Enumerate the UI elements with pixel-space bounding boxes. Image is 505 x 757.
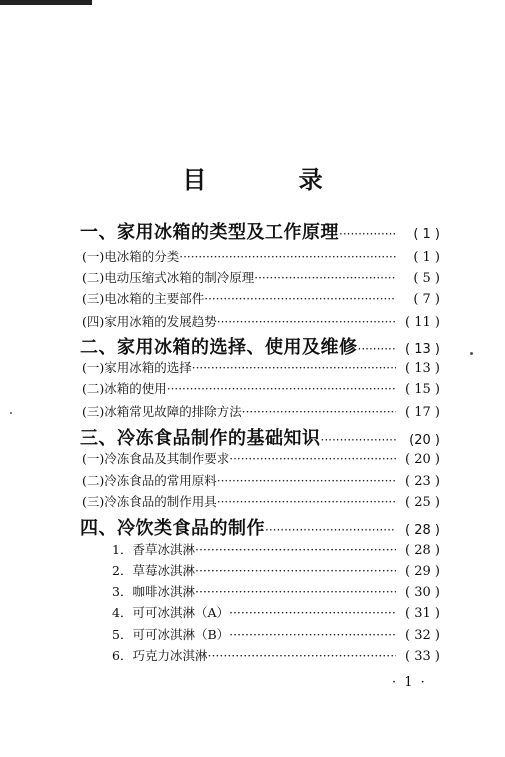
dot-leader	[217, 495, 396, 509]
page-number: ( 1 )	[413, 250, 440, 265]
page-number: ( 25 )	[405, 495, 440, 510]
section-title: (一)冷冻食品及其制作要求	[82, 451, 230, 466]
dot-leader	[229, 605, 396, 620]
page-number: ( 1 )	[413, 227, 440, 242]
page-number: ( 30 )	[405, 585, 440, 600]
item-title: 3．咖啡冰淇淋	[112, 584, 195, 599]
dot-leader	[195, 584, 396, 599]
section-title: (三)电冰箱的主要部件	[82, 291, 205, 306]
dot-leader	[265, 523, 396, 537]
page-number: ( 23 )	[405, 474, 440, 489]
toc-chapter-2[interactable]	[80, 333, 440, 359]
section-title: (二)电动压缩式冰箱的制冷原理	[82, 270, 255, 285]
dot-leader	[179, 250, 396, 264]
dot-leader	[217, 474, 396, 488]
dot-leader	[242, 405, 396, 419]
toc-chapter-3[interactable]	[80, 424, 440, 450]
section-title: (三)冷冻食品的制作用具	[82, 494, 217, 509]
section-title: (一)家用冰箱的选择	[82, 360, 192, 375]
toc-section[interactable]	[82, 358, 440, 376]
dot-leader	[321, 433, 397, 447]
toc-chapter-4[interactable]	[80, 514, 440, 540]
toc-item[interactable]	[112, 540, 440, 558]
page-number: ( 32 )	[405, 628, 440, 643]
toc-section[interactable]	[82, 492, 440, 510]
dot-leader	[339, 227, 396, 241]
page-number: ( 20 )	[405, 452, 440, 467]
item-title: 2．草莓冰淇淋	[112, 563, 195, 578]
toc-chapter-1[interactable]	[80, 218, 440, 244]
toc-section[interactable]	[82, 449, 440, 467]
page-number: ( 28 )	[405, 523, 440, 538]
toc-section[interactable]	[82, 247, 440, 265]
dot-leader	[254, 271, 396, 285]
toc-section[interactable]	[82, 289, 440, 307]
toc-section[interactable]	[82, 402, 440, 420]
dot-leader	[229, 452, 396, 466]
page-number: ( 13 )	[405, 342, 440, 357]
item-title: 4．可可冰淇淋（A）	[112, 605, 229, 620]
dot-leader	[204, 292, 396, 306]
toc-item[interactable]	[112, 603, 440, 621]
page-title: 目 录	[182, 166, 365, 194]
page-number: ( 17 )	[405, 405, 440, 420]
dot-leader	[207, 648, 396, 663]
dot-leader	[229, 627, 396, 642]
dot-leader	[167, 382, 396, 396]
page-number: ( 29 )	[405, 564, 440, 579]
chapter-title: 二、家用冰箱的选择、使用及维修	[80, 337, 358, 358]
page-number: (20 )	[409, 433, 440, 448]
item-title: 1．香草冰淇淋	[112, 542, 195, 557]
section-title: (一)电冰箱的分类	[82, 249, 180, 264]
page-number: ( 5 )	[413, 271, 440, 286]
section-title: (二)冰箱的使用	[82, 381, 167, 396]
item-title: 6．巧克力冰淇淋	[112, 648, 208, 663]
chapter-title: 三、冷冻食品制作的基础知识	[80, 428, 321, 449]
dot-leader	[195, 542, 396, 557]
toc-item[interactable]	[112, 561, 440, 579]
scan-speck	[10, 412, 12, 414]
toc-item[interactable]	[112, 646, 440, 664]
section-title: (三)冰箱常见故障的排除方法	[82, 404, 242, 419]
item-title: 5．可可冰淇淋（B）	[112, 627, 230, 642]
page-number: ( 7 )	[413, 292, 440, 307]
toc-section[interactable]	[82, 312, 440, 330]
dot-leader	[192, 361, 396, 375]
toc-item[interactable]	[112, 625, 440, 643]
page-folio: · 1 ·	[392, 675, 427, 690]
page-number: ( 28 )	[405, 543, 440, 558]
page-number: ( 13 )	[405, 361, 440, 376]
toc-section[interactable]	[82, 379, 440, 397]
section-title: (二)冷冻食品的常用原料	[82, 473, 217, 488]
section-title: (四)家用冰箱的发展趋势	[82, 314, 217, 329]
page-number: ( 11 )	[405, 315, 440, 330]
page-number: ( 15 )	[405, 382, 440, 397]
page-number: ( 33 )	[405, 649, 440, 664]
chapter-title: 一、家用冰箱的类型及工作原理	[80, 222, 339, 243]
chapter-title: 四、冷饮类食品的制作	[80, 518, 265, 539]
dot-leader	[217, 315, 396, 329]
toc-section[interactable]	[82, 471, 440, 489]
scan-speck	[470, 352, 473, 355]
dot-leader	[195, 563, 396, 578]
toc-section[interactable]	[82, 268, 440, 286]
page-number: ( 31 )	[405, 606, 440, 621]
toc-item[interactable]	[112, 582, 440, 600]
dot-leader	[358, 342, 397, 356]
